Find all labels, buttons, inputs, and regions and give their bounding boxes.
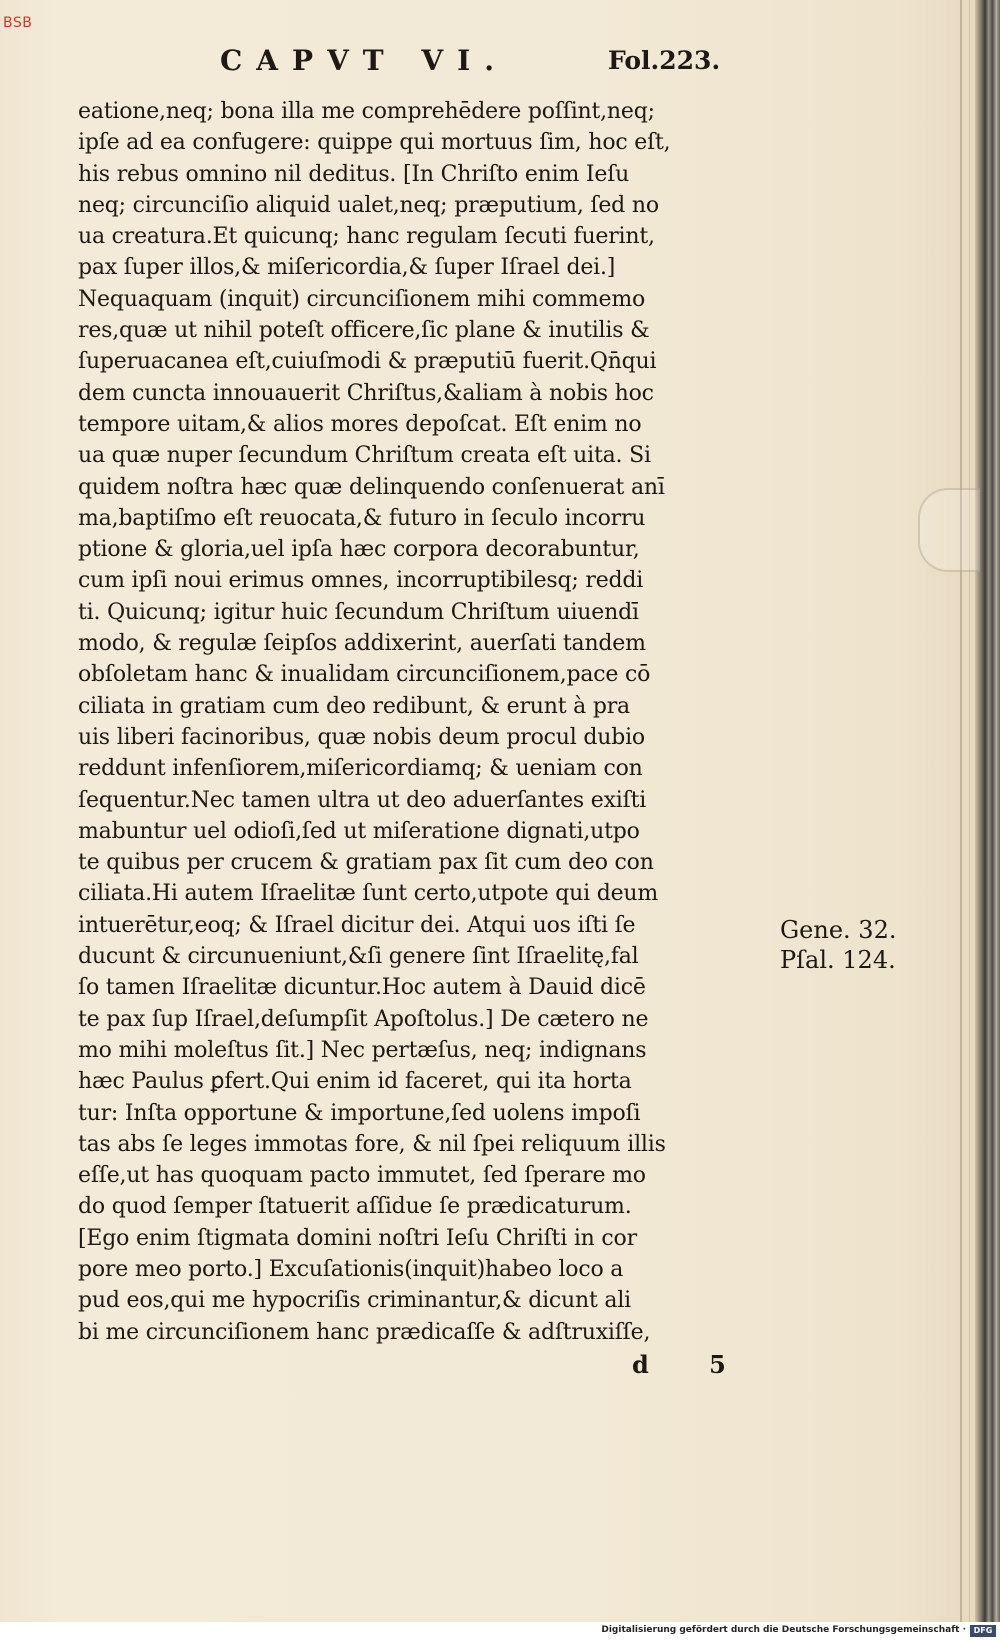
text-line: quidem noſtra hæc quæ delinquendo conſenuerat anī — [78, 474, 665, 500]
text-line: [Ego enim ſtigmata domini noſtri Ieſu Chriſti in cor — [78, 1225, 637, 1251]
text-line: te quibus per crucem & gratiam pax ſit cum deo con — [78, 850, 654, 876]
text-line: dem cuncta innouauerit Chriſtus,&aliam à nobis hoc — [78, 380, 654, 406]
text-line: eatione,neq; bona illa me comprehēdere poſſint,neq; — [78, 99, 655, 124]
text-line: eſſe,ut has quoquam pacto immutet, ſed ſperare mo — [78, 1163, 646, 1189]
text-line: modo, & regulæ ſeipſos addixerint, auerſati tandem — [78, 631, 646, 657]
text-line: ptione & gloria,uel ipſa hæc corpora decorabuntur, — [78, 537, 640, 563]
marginal-reference: Pſal. 124. — [780, 946, 896, 974]
text-line: mo mihi moleſtus ſit.] Nec pertæſus, neq; indignans — [78, 1037, 647, 1063]
marginal-references — [780, 915, 896, 975]
text-line: mabuntur uel odioſi,ſed ut miſeratione dignati,utpo — [78, 818, 640, 844]
text-line: pore meo porto.] Excuſationis(inquit)habeo loco a — [78, 1256, 624, 1282]
text-line: ipſe ad ea confugere: quippe qui mortuus ſim, hoc eſt, — [78, 130, 671, 156]
text-line: te pax ſup Iſrael,deſumpſit Apoſtolus.] De cætero ne — [78, 1006, 649, 1032]
text-line: pud eos,qui me hypocriſis criminantur,& dicunt ali — [78, 1288, 631, 1314]
dfg-logo: DFG — [970, 1625, 996, 1637]
funding-credit: Digitalisierung gefördert durch die Deutsche Forschungsgemeinschaft · — [601, 1625, 966, 1635]
text-line: ſequentur.Nec tamen ultra ut deo aduerſantes exiſti — [78, 787, 647, 813]
text-line: ciliata.Hi autem Iſraelitæ ſunt certo,utpote qui deum — [78, 881, 659, 907]
library-watermark: BSB — [3, 15, 33, 31]
text-line: Nequaquam (inquit) circunciſionem mihi commemo — [78, 286, 646, 312]
text-line: obſoletam hanc & inualidam circunciſionem,pace cō — [78, 662, 651, 688]
bookmark-tab-shadow — [918, 488, 980, 572]
text-line: ma,baptiſmo eſt reuocata,& futuro in ſeculo incorru — [78, 505, 646, 531]
signature-mark: d 5 — [632, 1350, 752, 1379]
page-stack-edge-inner — [969, 0, 970, 1622]
text-line: ſuperuacanea eſt,cuiuſmodi & præputiū fuerit.Qn̄qui — [78, 349, 657, 375]
text-line: res,quæ ut nihil poteſt officere,ſic plane & inutilis & — [78, 318, 650, 344]
text-line: ſo tamen Iſraelitæ dicuntur.Hoc autem à Dauid dicē — [78, 975, 646, 1001]
text-line: ua quæ nuper ſecundum Chriſtum creata eſt uita. Si — [78, 443, 651, 469]
text-line: tempore uitam,& alios mores depoſcat. Eſt enim no — [78, 411, 642, 437]
text-line: uis liberi facinoribus, quæ nobis deum procul dubio — [78, 724, 645, 750]
text-line: pax ſuper illos,& miſericordia,& ſuper Iſrael dei.] — [78, 255, 616, 281]
running-head: CAPVT VI. — [220, 44, 508, 77]
text-line: ciliata in gratiam cum deo redibunt, & erunt à pra — [78, 693, 630, 719]
text-line: his rebus omnino nil deditus. [In Chriſto enim Ieſu — [78, 161, 630, 187]
marginal-reference: Gene. 32. — [780, 916, 897, 944]
text-line: bi me circunciſionem hanc prædicaſſe & adſtruxiſſe, — [78, 1319, 651, 1345]
book-binding-edge — [975, 0, 1000, 1622]
text-line: ua creatura.Et quicunq; hanc regulam ſecuti fuerint, — [78, 224, 655, 250]
folio-number: Fol.223. — [608, 46, 721, 75]
text-line: ducunt & circunueniunt,&ſi genere ſint Iſraelitę,fal — [78, 944, 639, 970]
text-line: intuerētur,eoq; & Iſrael dicitur dei. Atqui uos iſti ſe — [78, 912, 636, 938]
body-text — [78, 96, 780, 1348]
page-stack-edge — [960, 0, 962, 1622]
text-line: reddunt infenſiorem,miſericordiamq; & ueniam con — [78, 756, 643, 782]
text-line: hæc Paulus ꝑfert.Qui enim id faceret, qui ita horta — [78, 1069, 632, 1095]
text-line: neq; circunciſio aliquid ualet,neq; præputium, ſed no — [78, 192, 659, 218]
text-line: tas abs ſe leges immotas fore, & nil ſpei reliquum illis — [78, 1131, 666, 1157]
text-line: tur: Inſta opportune & importune,ſed uolens impoſi — [78, 1100, 641, 1126]
text-line: cum ipſi noui erimus omnes, incorruptibilesq; reddi — [78, 568, 644, 594]
text-line: ti. Quicunq; igitur huic ſecundum Chriſtum uiuendī — [78, 599, 639, 625]
text-line: do quod ſemper ſtatuerit aſſidue ſe prædicaturum. — [78, 1194, 632, 1220]
